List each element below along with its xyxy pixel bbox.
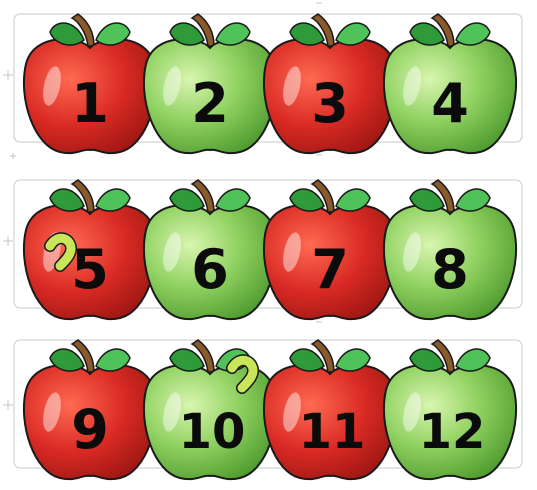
apple-number: 3 — [311, 72, 349, 135]
apple-number: 5 — [71, 238, 109, 301]
apple-strip-svg — [0, 170, 537, 330]
apple-number: 12 — [418, 404, 486, 460]
apple-strip-bottom — [0, 330, 537, 490]
apple-number: 4 — [431, 72, 469, 135]
apple-number: 8 — [431, 238, 469, 301]
apple-number: 6 — [191, 238, 229, 301]
apple-strip-middle — [0, 170, 537, 330]
apple-strip-top — [0, 4, 537, 164]
apple-number: 11 — [298, 404, 366, 460]
apple-number: 10 — [178, 404, 246, 460]
apple-strip-svg — [0, 4, 537, 164]
apple-number: 9 — [71, 398, 109, 461]
apple-number: 1 — [71, 72, 109, 135]
apple-number: 7 — [311, 238, 349, 301]
apple-strip-svg — [0, 330, 537, 490]
apple-number: 2 — [191, 72, 229, 135]
